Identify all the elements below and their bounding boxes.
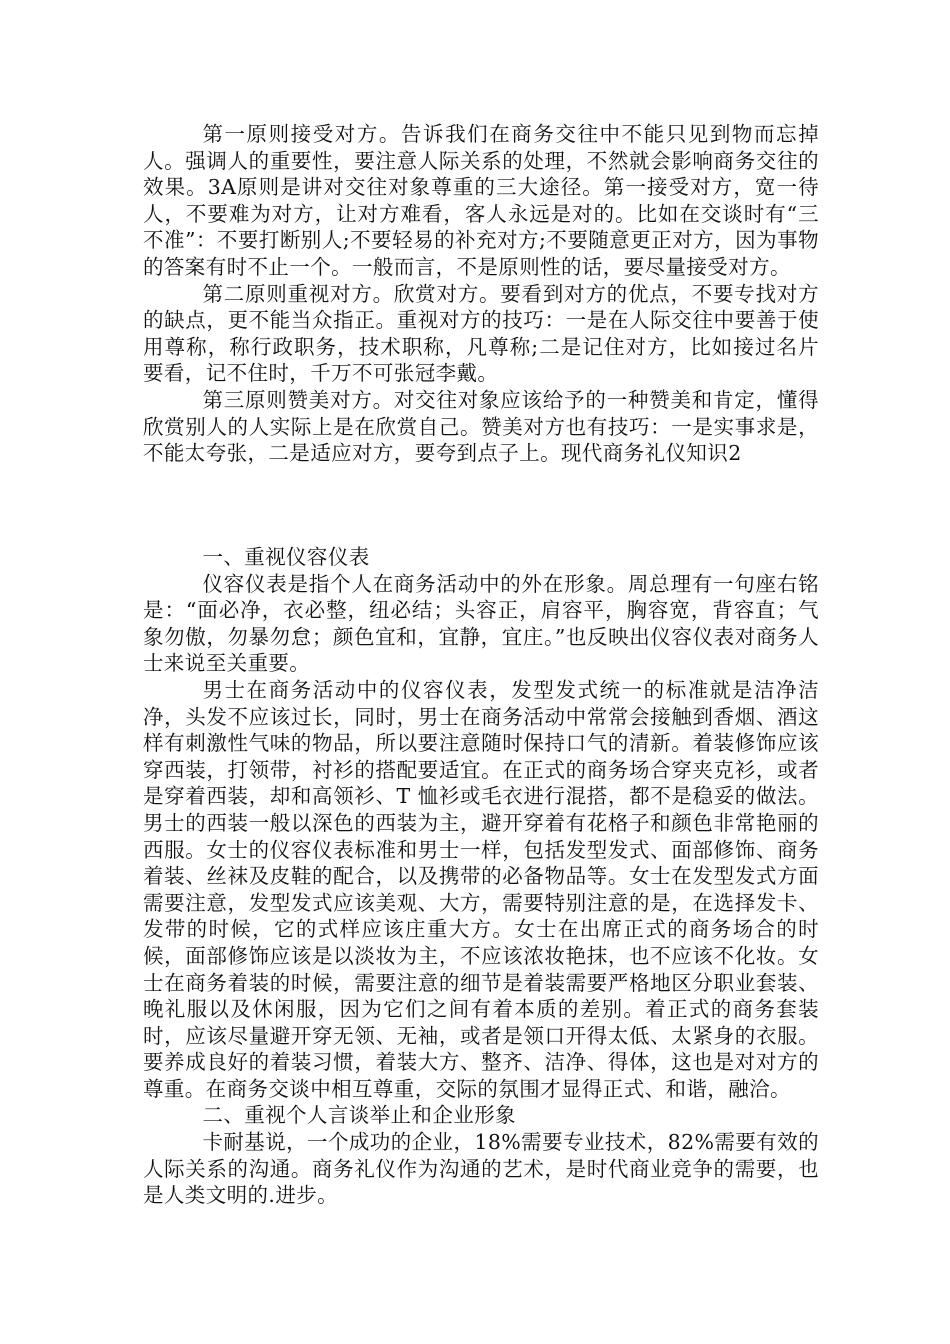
paragraph-conduct-intro: 卡耐基说，一个成功的企业，18%需要专业技术，82%需要有效的人际关系的沟通。商务礼仪作为沟通的艺术，是时代商业竞争的需要，也是人类文明的.进步。: [143, 1130, 819, 1208]
paragraph-first-principle: 第一原则接受对方。告诉我们在商务交往中不能只见到物而忘掉人。强调人的重要性，要注意人际关系的处理，不然就会影响商务交往的效果。3A原则是讲对交往对象尊重的三大途径。第一接受对方，宽一待人，不要难为对方，让对方难看，客人永远是对的。比如在交谈时有“三不准”：不要打断别人;不要轻易的补充对方;不要随意更正对方，因为事物的答案有时不止一个。一般而言，不是原则性的话，要尽量接受对方。: [143, 122, 819, 279]
section-heading-appearance: 一、重视仪容仪表: [202, 545, 370, 569]
paragraph-third-principle: 第三原则赞美对方。对交往对象应该给予的一种赞美和肯定，懂得欣赏别人的人实际上是在欣赏自己。赞美对方也有技巧：一是实事求是，不能太夸张，二是适应对方，要夸到点子上。现代商务礼仪知识2: [143, 387, 819, 466]
paragraph-appearance-detail: 男士在商务活动中的仪容仪表，发型发式统一的标准就是洁净洁净，头发不应该过长，同时，男士在商务活动中常常会接触到香烟、酒这样有刺激性气味的物品，所以要注意随时保持口气的清新。着装修饰应该穿西装，打领带，衬衫的搭配要适宜。在正式的商务场合穿夹克衫，或者是穿着西装，却和高领衫、T 恤衫或毛衣进行混搭，都不是稳妥的做法。男士的西装一般以深色的西装为主，避开穿着有花格子和颜色非常艳丽的西服。女士的仪容仪表标准和男士一样，包括发型发式、面部修饰、商务着装、丝袜及皮鞋的配合，以及携带的必备物品等。女士在发型发式方面需要注意，发型发式应该美观、大方，需要特别注意的是，在选择发卡、发带的时候，它的式样应该庄重大方。女士在出席正式的商务场合的时候，面部修饰应该是以淡妆为主，不应该浓妆艳抹，也不应该不化妆。女士在商务着装的时候，需要注意的细节是着装需要严格地区分职业套装、晚礼服以及休闲服，因为它们之间有着本质的差别。着正式的商务套装时，应该尽量避开穿无领、无袖，或者是领口开得太低、太紧身的衣服。要养成良好的着装习惯，着装大方、整齐、洁净、得体，这也是对对方的尊重。在商务交谈中相互尊重，交际的氛围才显得正式、和谐，融洽。: [143, 677, 819, 1101]
text-section-etiquette: [143, 544, 819, 1209]
paragraph-second-principle: 第二原则重视对方。欣赏对方。要看到对方的优点，不要专找对方的缺点，更不能当众指正。重视对方的技巧：一是在人际交往中要善于使用尊称，称行政职务，技术职称，凡尊称;二是记住对方，比如接过名片要看，记不住时，千万不可张冠李戴。: [143, 281, 819, 386]
text-section-principles: [143, 121, 819, 467]
paragraph-appearance-intro: 仪容仪表是指个人在商务活动中的外在形象。周总理有一句座右铭是：“面必净，衣必整，纽必结；头容正，肩容平，胸容宽，背容直；气象勿傲，勿暴勿怠；颜色宜和，宜静，宜庄。”也反映出仪容仪表对商务人士来说至关重要。: [143, 571, 819, 676]
section-heading-conduct: 二、重视个人言谈举止和企业形象: [202, 1103, 516, 1128]
